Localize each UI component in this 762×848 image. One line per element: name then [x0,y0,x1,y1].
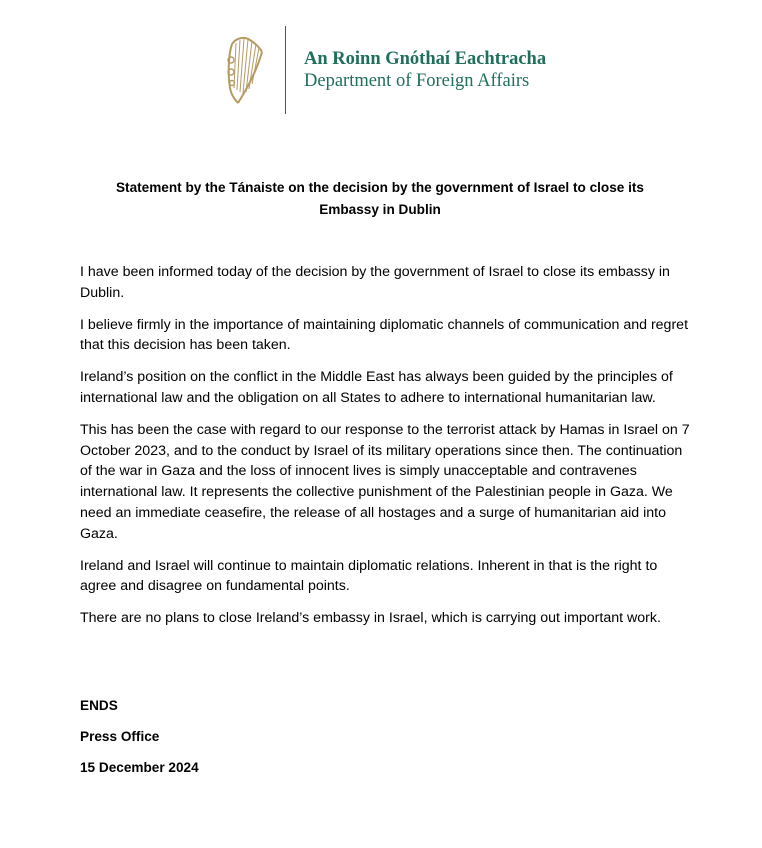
paragraph-1: I have been informed today of the decision by the government of Israel to close its embassy in Dublin. [80,264,670,301]
statement-date: 15 December 2024 [80,760,199,775]
statement-title-line-2: Embassy in Dublin [319,202,441,217]
letterhead-divider [285,26,286,114]
statement-body [80,262,692,640]
closing-block [80,696,199,789]
letterhead [222,26,552,116]
department-name-english: Department of Foreign Affairs [304,71,530,91]
press-office-label: Press Office [80,729,160,744]
ends-marker: ENDS [80,698,118,713]
paragraph-6: There are no plans to close Ireland’s embassy in Israel, which is carrying out important work. [80,610,661,627]
department-name-irish: An Roinn Gnóthaí Eachtracha [304,49,547,69]
paragraph-2: I believe firmly in the importance of maintaining diplomatic channels of communication and regret that this decision has been taken. [80,316,689,354]
statement-title-line-1: Statement by the Tánaiste on the decision by the government of Israel to close its [115,180,644,195]
harp-emblem-icon [222,36,266,106]
statement-title [80,177,680,221]
paragraph-5: Ireland and Israel will continue to maintain diplomatic relations. Inherent in that is the right to agree and disagree on fundamental points. [80,557,658,595]
paragraph-4: This has been the case with regard to our response to the terrorist attack by Hamas in Israel on 7 October 2023, and to the conduct by Israel of its military operations since then. The continuation of the war in Gaza and the loss of innocent lives is simply unacceptable and contravenes international law. It represents the collective punishment of the Palestinian people in Gaza. We need an immediate ceasefire, the release of all hostages and a surge of humanitarian aid into Gaza. [80,421,690,542]
paragraph-3: Ireland’s position on the conflict in the Middle East has always been guided by the principles of international law and the obligation on all States to adhere to international humanitarian law. [80,369,673,406]
